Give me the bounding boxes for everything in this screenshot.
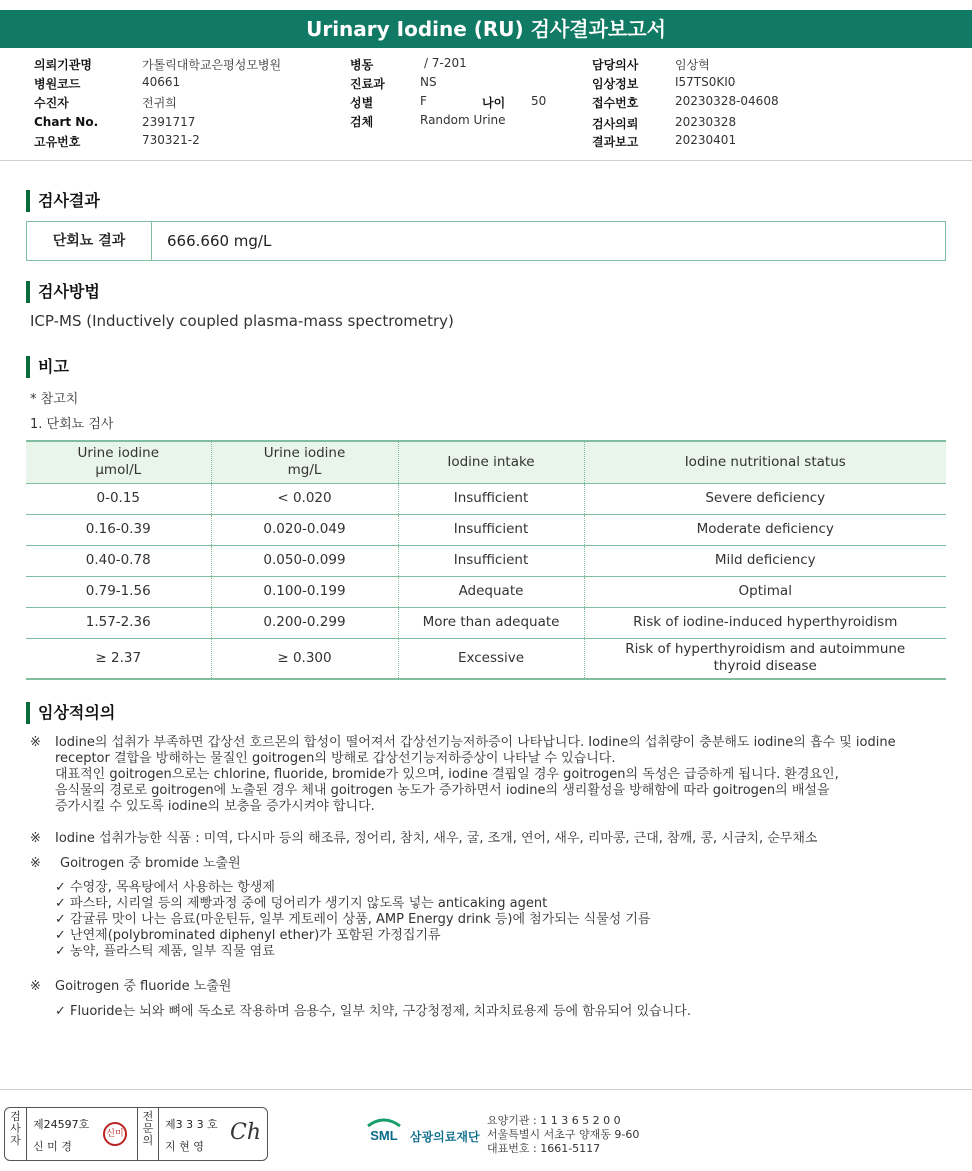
info-label: 검사의뢰 [592, 117, 639, 131]
table-row [26, 638, 946, 679]
cell-text: 0.100-0.199 [263, 583, 346, 599]
cell-text: Optimal [738, 583, 792, 599]
list-item: ✓ 농약, 플라스틱 제품, 일부 직물 염료 [55, 944, 275, 959]
fluoride-list [55, 1004, 691, 1020]
header-line: Urine iodine [263, 445, 346, 462]
cell-text: Insufficient [453, 490, 529, 506]
table-cell-intake [398, 483, 584, 514]
table-cell-intake [398, 607, 584, 638]
label-char: 전 [142, 1110, 154, 1123]
cell-text: Mild deficiency [714, 552, 816, 568]
cell-text: ≥ 0.300 [277, 649, 332, 666]
method-text: ICP-MS (Inductively coupled plasma-mass spectrometry) [30, 312, 454, 330]
column-header [26, 441, 211, 483]
info-value: 730321-2 [142, 133, 200, 147]
info-value: 임상혁 [675, 58, 710, 72]
clinical-line: Goitrogen 중 bromide 노출원 [60, 856, 241, 871]
cell-text: 0.40-0.78 [85, 552, 151, 568]
table-cell-intake [398, 638, 584, 679]
table-cell-mg [211, 514, 398, 545]
cell-text: < 0.020 [277, 490, 332, 506]
clinical-line: receptor 결합을 방해하는 물질인 goitrogen의 방해로 갑상선기능저하증상이 나타날 수 있습니다. [55, 751, 616, 766]
cell-text: ≥ 2.37 [95, 649, 142, 666]
clinical-line: 대표적인 goitrogen으로는 chlorine, fluoride, bromide가 있으며, iodine 결핍일 경우 goitrogen의 독성은 급증하게 됩니다. 환경요인, [55, 767, 839, 782]
cell-text: Adequate [458, 583, 524, 599]
table-cell-umol [26, 638, 211, 679]
info-label: 검체 [350, 115, 374, 129]
header-line: Urine iodine [77, 445, 160, 462]
info-label: 담당의사 [592, 58, 639, 72]
table-row [26, 607, 946, 638]
cell-text: Risk of hyperthyroidism and autoimmune [625, 641, 906, 658]
section-result-heading: 검사결과 [26, 190, 100, 212]
table-row [26, 483, 946, 514]
info-value: 전귀희 [142, 96, 177, 110]
cell-text: Moderate deficiency [696, 521, 834, 537]
info-label: 수진자 [34, 96, 69, 110]
clinical-line: 음식물의 경로로 goitrogen에 노출된 경우 체내 goitrogen 농도가 증가하면서 iodine의 생리활성을 방해함에 따라 goitrogen의 배설을 [55, 783, 830, 798]
clinical-line: 증가시킬 수 있도록 iodine의 보충을 증가시켜야 합니다. [55, 799, 375, 814]
list-item: ✓ 수영장, 목욕탕에서 사용하는 항생제 [55, 880, 275, 895]
reference-subtitle: 1. 단회뇨 검사 [30, 417, 114, 432]
header-divider [0, 160, 972, 161]
table-cell-status [584, 514, 946, 545]
section-clinical-heading: 임상적의의 [26, 702, 115, 724]
clinical-paragraph [30, 856, 950, 872]
table-cell-mg [211, 576, 398, 607]
reference-table [26, 440, 946, 680]
info-label: Chart No. [34, 115, 99, 129]
table-header-row [26, 441, 946, 483]
table-cell-status [584, 483, 946, 514]
cell-text: 0.020-0.049 [263, 521, 346, 537]
column-header [584, 441, 946, 483]
info-label: 접수번호 [592, 96, 639, 110]
info-label: 진료과 [350, 77, 385, 91]
table-row [26, 514, 946, 545]
header-line: Iodine nutritional status [684, 453, 846, 470]
signature: Ch [230, 1120, 262, 1145]
info-value: Random Urine [420, 113, 506, 127]
info-label: 결과보고 [592, 135, 639, 149]
table-row [26, 576, 946, 607]
info-label: 임상정보 [592, 77, 639, 91]
table-cell-umol [26, 576, 211, 607]
header-unit: mg/L [287, 462, 322, 479]
info-value: F [420, 94, 427, 108]
info-value: 20230328-04608 [675, 94, 779, 108]
result-box [26, 221, 946, 261]
note-mark: ※ [30, 831, 41, 846]
column-header [211, 441, 398, 483]
info-value: / 7-201 [424, 56, 467, 70]
table-cell-mg [211, 638, 398, 679]
sml-logo [364, 1116, 404, 1146]
cell-text: 0.79-1.56 [85, 583, 151, 599]
label-char: 문 [142, 1122, 154, 1135]
list-item: ✓ 난연제(polybrominated diphenyl ether)가 포함된 가정집기류 [55, 928, 441, 943]
table-cell-status [584, 607, 946, 638]
label-char: 사 [10, 1122, 21, 1135]
cell-text: Risk of iodine-induced hyperthyroidism [633, 614, 898, 630]
table-cell-intake [398, 576, 584, 607]
cell-text: Insufficient [453, 521, 529, 537]
seal-stamp: 신미 [103, 1122, 127, 1146]
cell-text: Excessive [457, 649, 525, 666]
result-value: 666.660 mg/L [167, 232, 272, 250]
info-value: 가톨릭대학교은평성모병원 [142, 58, 282, 72]
table-cell-mg [211, 607, 398, 638]
doctor-vertical-label [137, 1108, 159, 1160]
clinical-line: Goitrogen 중 fluoride 노출원 [55, 979, 232, 994]
result-label: 단회뇨 결과 [27, 222, 152, 260]
table-cell-umol [26, 514, 211, 545]
clinical-line: Iodine 섭취가능한 식품 : 미역, 다시마 등의 해조류, 정어리, 참치, 새우, 굴, 조개, 연어, 새우, 리마콩, 근대, 참깨, 콩, 시금치, 순무채소 [55, 831, 818, 846]
note-mark: ※ [30, 979, 41, 994]
org-name: 삼광의료재단 [410, 1130, 480, 1144]
footer-divider [0, 1089, 972, 1090]
info-value: I57TS0KI0 [675, 75, 736, 89]
label-char: 자 [10, 1134, 21, 1147]
info-value: 40661 [142, 75, 181, 89]
info-label: 나이 [482, 96, 506, 110]
info-label: 의뢰기관명 [34, 58, 92, 72]
org-code: 요양기관 : 1 1 3 6 5 2 0 0 [487, 1114, 621, 1127]
label-char: 검 [10, 1110, 21, 1123]
section-method-heading: 검사방법 [26, 281, 100, 303]
bromide-list [55, 880, 650, 960]
table-cell-status [584, 638, 946, 679]
logo-icon [364, 1116, 404, 1146]
clinical-paragraph [30, 831, 950, 847]
section-remarks-heading: 비고 [26, 356, 69, 378]
cell-text: 0.050-0.099 [263, 552, 346, 568]
org-info [487, 1114, 639, 1156]
info-value: NS [420, 75, 437, 89]
cell-text: 0.200-0.299 [263, 614, 346, 630]
signature-box [4, 1107, 268, 1161]
column-header [398, 441, 584, 483]
table-cell-intake [398, 514, 584, 545]
label-char: 의 [142, 1134, 154, 1147]
clinical-line: Iodine의 섭취가 부족하면 갑상선 호르몬의 합성이 떨어져서 갑상선기능저하증이 나타납니다. Iodine의 섭취량이 충분해도 iodine의 흡수 및 iodine [55, 735, 896, 750]
reference-note: * 참고치 [30, 392, 79, 407]
info-value: 20230328 [675, 115, 737, 129]
table-cell-umol [26, 607, 211, 638]
doctor-name: 지 현 영 [165, 1140, 204, 1153]
clinical-paragraph [30, 979, 950, 995]
cell-text: 1.57-2.36 [85, 614, 151, 630]
doctor-license: 제3 3 3 호 [165, 1118, 218, 1131]
cell-text: 0-0.15 [96, 490, 141, 506]
table-cell-mg [211, 545, 398, 576]
table-cell-intake [398, 545, 584, 576]
header-unit: μmol/L [95, 462, 142, 479]
examiner-license: 제24597호 [33, 1118, 90, 1131]
table-cell-umol [26, 483, 211, 514]
header-line: Iodine intake [447, 453, 535, 470]
org-phone: 대표번호 : 1661-5117 [487, 1142, 601, 1155]
list-item: ✓ 감귤류 맛이 나는 음료(마운틴듀, 일부 게토레이 상품, AMP Energy drink 등)에 첨가되는 식물성 기름 [55, 912, 651, 927]
cell-text: Insufficient [453, 552, 529, 568]
report-title: Urinary Iodine (RU) 검사결과보고서 [0, 10, 972, 48]
table-cell-status [584, 545, 946, 576]
cell-text: Severe deficiency [705, 490, 826, 506]
list-item: ✓ 파스타, 시리얼 등의 제빵과정 중에 덩어리가 생기지 않도록 넣는 anticaking agent [55, 896, 548, 911]
info-label: 병원코드 [34, 77, 81, 91]
logo-text: SML [370, 1128, 398, 1143]
examiner-name: 신 미 경 [33, 1140, 72, 1153]
cell-text: More than adequate [422, 614, 560, 630]
org-address: 서울특별시 서초구 양재동 9-60 [487, 1128, 640, 1141]
cell-text-line2: thyroid disease [713, 658, 817, 675]
table-row [26, 545, 946, 576]
note-mark: ※ [30, 856, 41, 871]
table-cell-status [584, 576, 946, 607]
info-label: 성별 [350, 96, 374, 110]
info-value: 50 [531, 94, 547, 108]
info-value: 20230401 [675, 133, 737, 147]
info-label: 고유번호 [34, 135, 81, 149]
note-mark: ※ [30, 735, 41, 750]
examiner-vertical-label [5, 1108, 27, 1160]
cell-text: 0.16-0.39 [85, 521, 151, 537]
info-label: 병동 [350, 58, 374, 72]
table-cell-mg [211, 483, 398, 514]
table-cell-umol [26, 545, 211, 576]
list-item: ✓ Fluoride는 뇌와 뼈에 독소로 작용하며 음용수, 일부 치약, 구강청정제, 치과치료용제 등에 함유되어 있습니다. [55, 1004, 691, 1019]
clinical-paragraph [30, 735, 950, 817]
info-value: 2391717 [142, 115, 196, 129]
